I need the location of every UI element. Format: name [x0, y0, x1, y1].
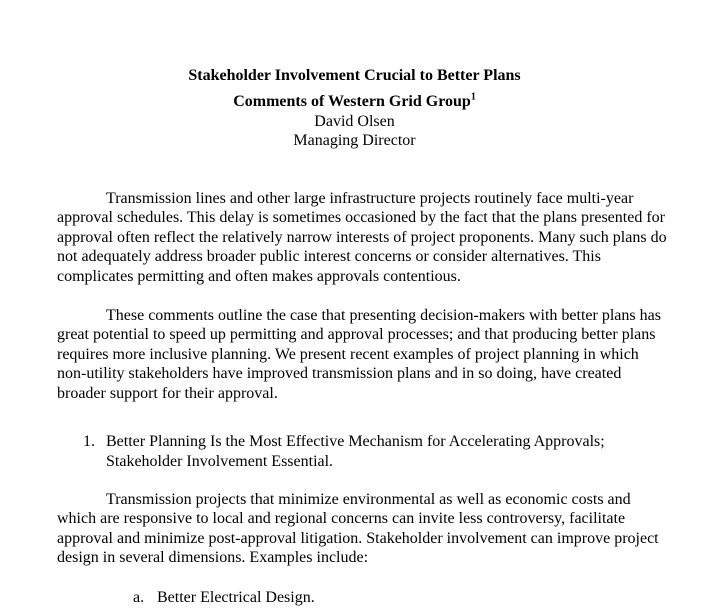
paragraph-intro: Transmission lines and other large infrastructure projects routinely face multi-year approval schedules. This delay is sometimes occasioned by the fact that the plans presented for approval often reflect the relatively narrow interests of project proponents. Many such plans do not adequately address broader public interest concerns or consider alternatives. This complicates permitting and often makes approvals contentious. — [57, 190, 667, 285]
section-1-body: Transmission projects that minimize environmental as well as economic costs and which are responsive to local and regional concerns can invite less controversy, facilitate approval and minimize post-approval litigation. Stakeholder involvement can improve project design in several dimensions. Examples include: — [57, 491, 659, 567]
document-subheading — [0, 92, 709, 112]
author-title — [0, 131, 709, 151]
author-title-text: Managing Director — [293, 132, 416, 149]
subitem-a-title: Better Electrical Design. — [157, 589, 315, 606]
document-heading — [0, 66, 709, 86]
author-name-text: David Olsen — [314, 113, 395, 130]
footnote-marker[interactable]: 1 — [470, 91, 476, 103]
paragraph-summary: These comments outline the case that presenting decision-makers with better plans has great potential to speed up permitting and approval processes; and that producing better plans requires more inclusive planning. We present recent examples of project planning in which non-utility stakeholders have improved transmission plans and in so doing, have created broader support for their approval. — [57, 307, 661, 402]
section-1-title: Better Planning Is the Most Effective Mechanism for Accelerating Approvals; Stakeholder Involvement Essential. — [106, 433, 605, 470]
document-subheading-text: Comments of Western Grid Group — [233, 93, 471, 110]
document-heading-text: Stakeholder Involvement Crucial to Better Plans — [188, 67, 521, 84]
author-name — [0, 112, 709, 132]
section-1-number: 1. — [83, 433, 95, 450]
subitem-a-letter: a. — [133, 589, 145, 606]
